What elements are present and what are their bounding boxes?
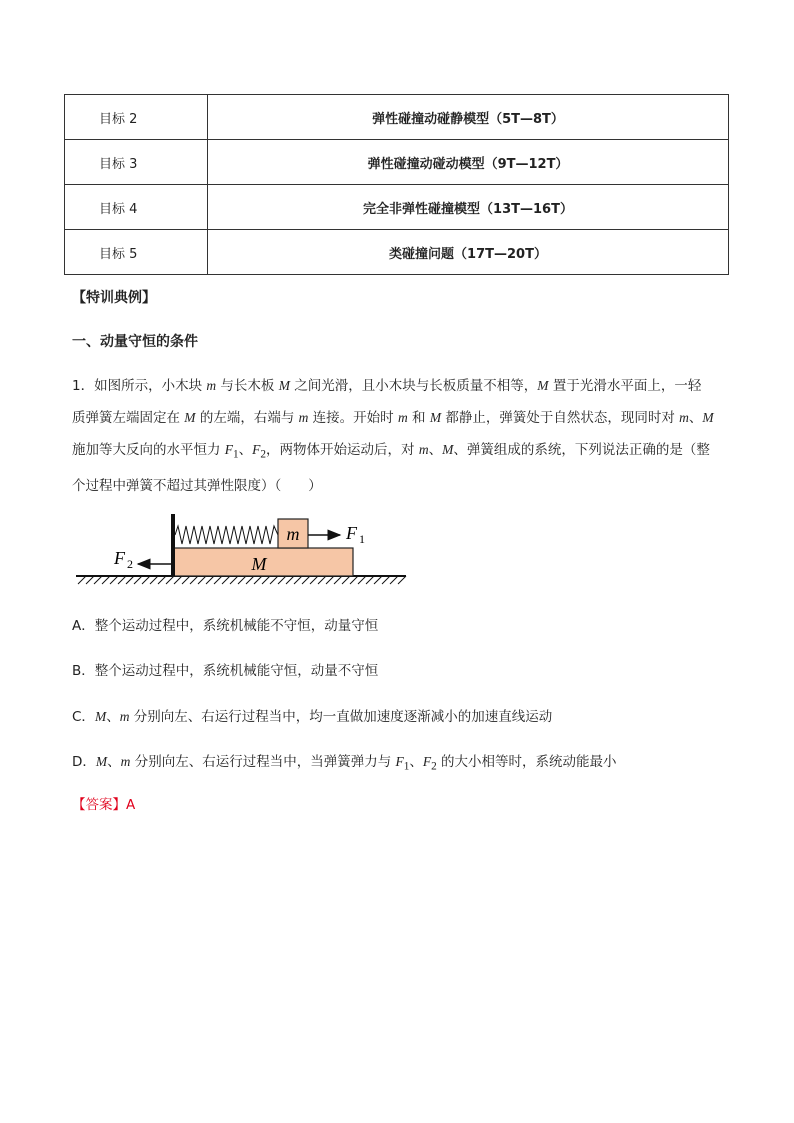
target-content: 弹性碰撞动碰动模型（9T—12T） [208, 140, 729, 185]
block-small-label: m [286, 524, 300, 544]
target-label: 目标 2 [65, 95, 208, 140]
force-1-subscript: 1 [359, 532, 365, 546]
option-a[interactable]: A．整个运动过程中，系统机械能不守恒，动量守恒 [72, 618, 379, 634]
target-content: 类碰撞问题（17T—20T） [208, 230, 729, 275]
table-row [65, 230, 729, 275]
answer-label: 【答案】A [72, 797, 136, 813]
wall [171, 514, 175, 576]
ground-hatching [76, 576, 406, 584]
target-content: 完全非弹性碰撞模型（13T—16T） [208, 185, 729, 230]
question-line-2: 质弹簧左端固定在 M 的左端，右端与 m 连接。开始时 m 和 M 都静止，弹簧处于自然状态，现同时对 m、M [72, 410, 714, 426]
target-label: 目标 3 [65, 140, 208, 185]
targets-table [64, 94, 729, 275]
question-stem [72, 370, 724, 502]
spring [175, 526, 278, 544]
target-label: 目标 5 [65, 230, 208, 275]
table-row [65, 140, 729, 185]
target-label: 目标 4 [65, 185, 208, 230]
table-row [65, 95, 729, 140]
block-large-label: M [251, 554, 267, 574]
question-line-3: 施加等大反向的水平恒力 $F_1$、$F_2$，两物体开始运动后，对 m、M、弹簧组成的系统，下列说法正确的是（整 [72, 442, 710, 461]
subsection-title: 一、动量守恒的条件 [72, 334, 198, 350]
spring-block-figure [72, 510, 412, 598]
force-2-subscript: 2 [127, 557, 133, 571]
force-2-label: F [114, 548, 125, 568]
target-content: 弹性碰撞动碰静模型（5T—8T） [208, 95, 729, 140]
option-b[interactable]: B．整个运动过程中，系统机械能守恒，动量不守恒 [72, 663, 379, 679]
question-line-1: 1．如图所示，小木块 m 与长木板 M 之间光滑，且小木块与长板质量不相等，M 置于光滑水平面上，一轻 [72, 378, 702, 394]
section-title: 【特训典例】 [72, 290, 156, 306]
question-line-4: 个过程中弹簧不超过其弹性限度）（ ） [72, 477, 322, 494]
option-d[interactable]: D．M、m 分别向左、右运行过程当中，当弹簧弹力与 $F_1$、$F_2$ 的大小相等时，系统动能最小 [72, 754, 617, 773]
option-c[interactable]: C．M、m 分别向左、右运行过程当中，均一直做加速度逐渐减小的加速直线运动 [72, 709, 553, 725]
force-1-label: F [346, 523, 357, 543]
table-row [65, 185, 729, 230]
